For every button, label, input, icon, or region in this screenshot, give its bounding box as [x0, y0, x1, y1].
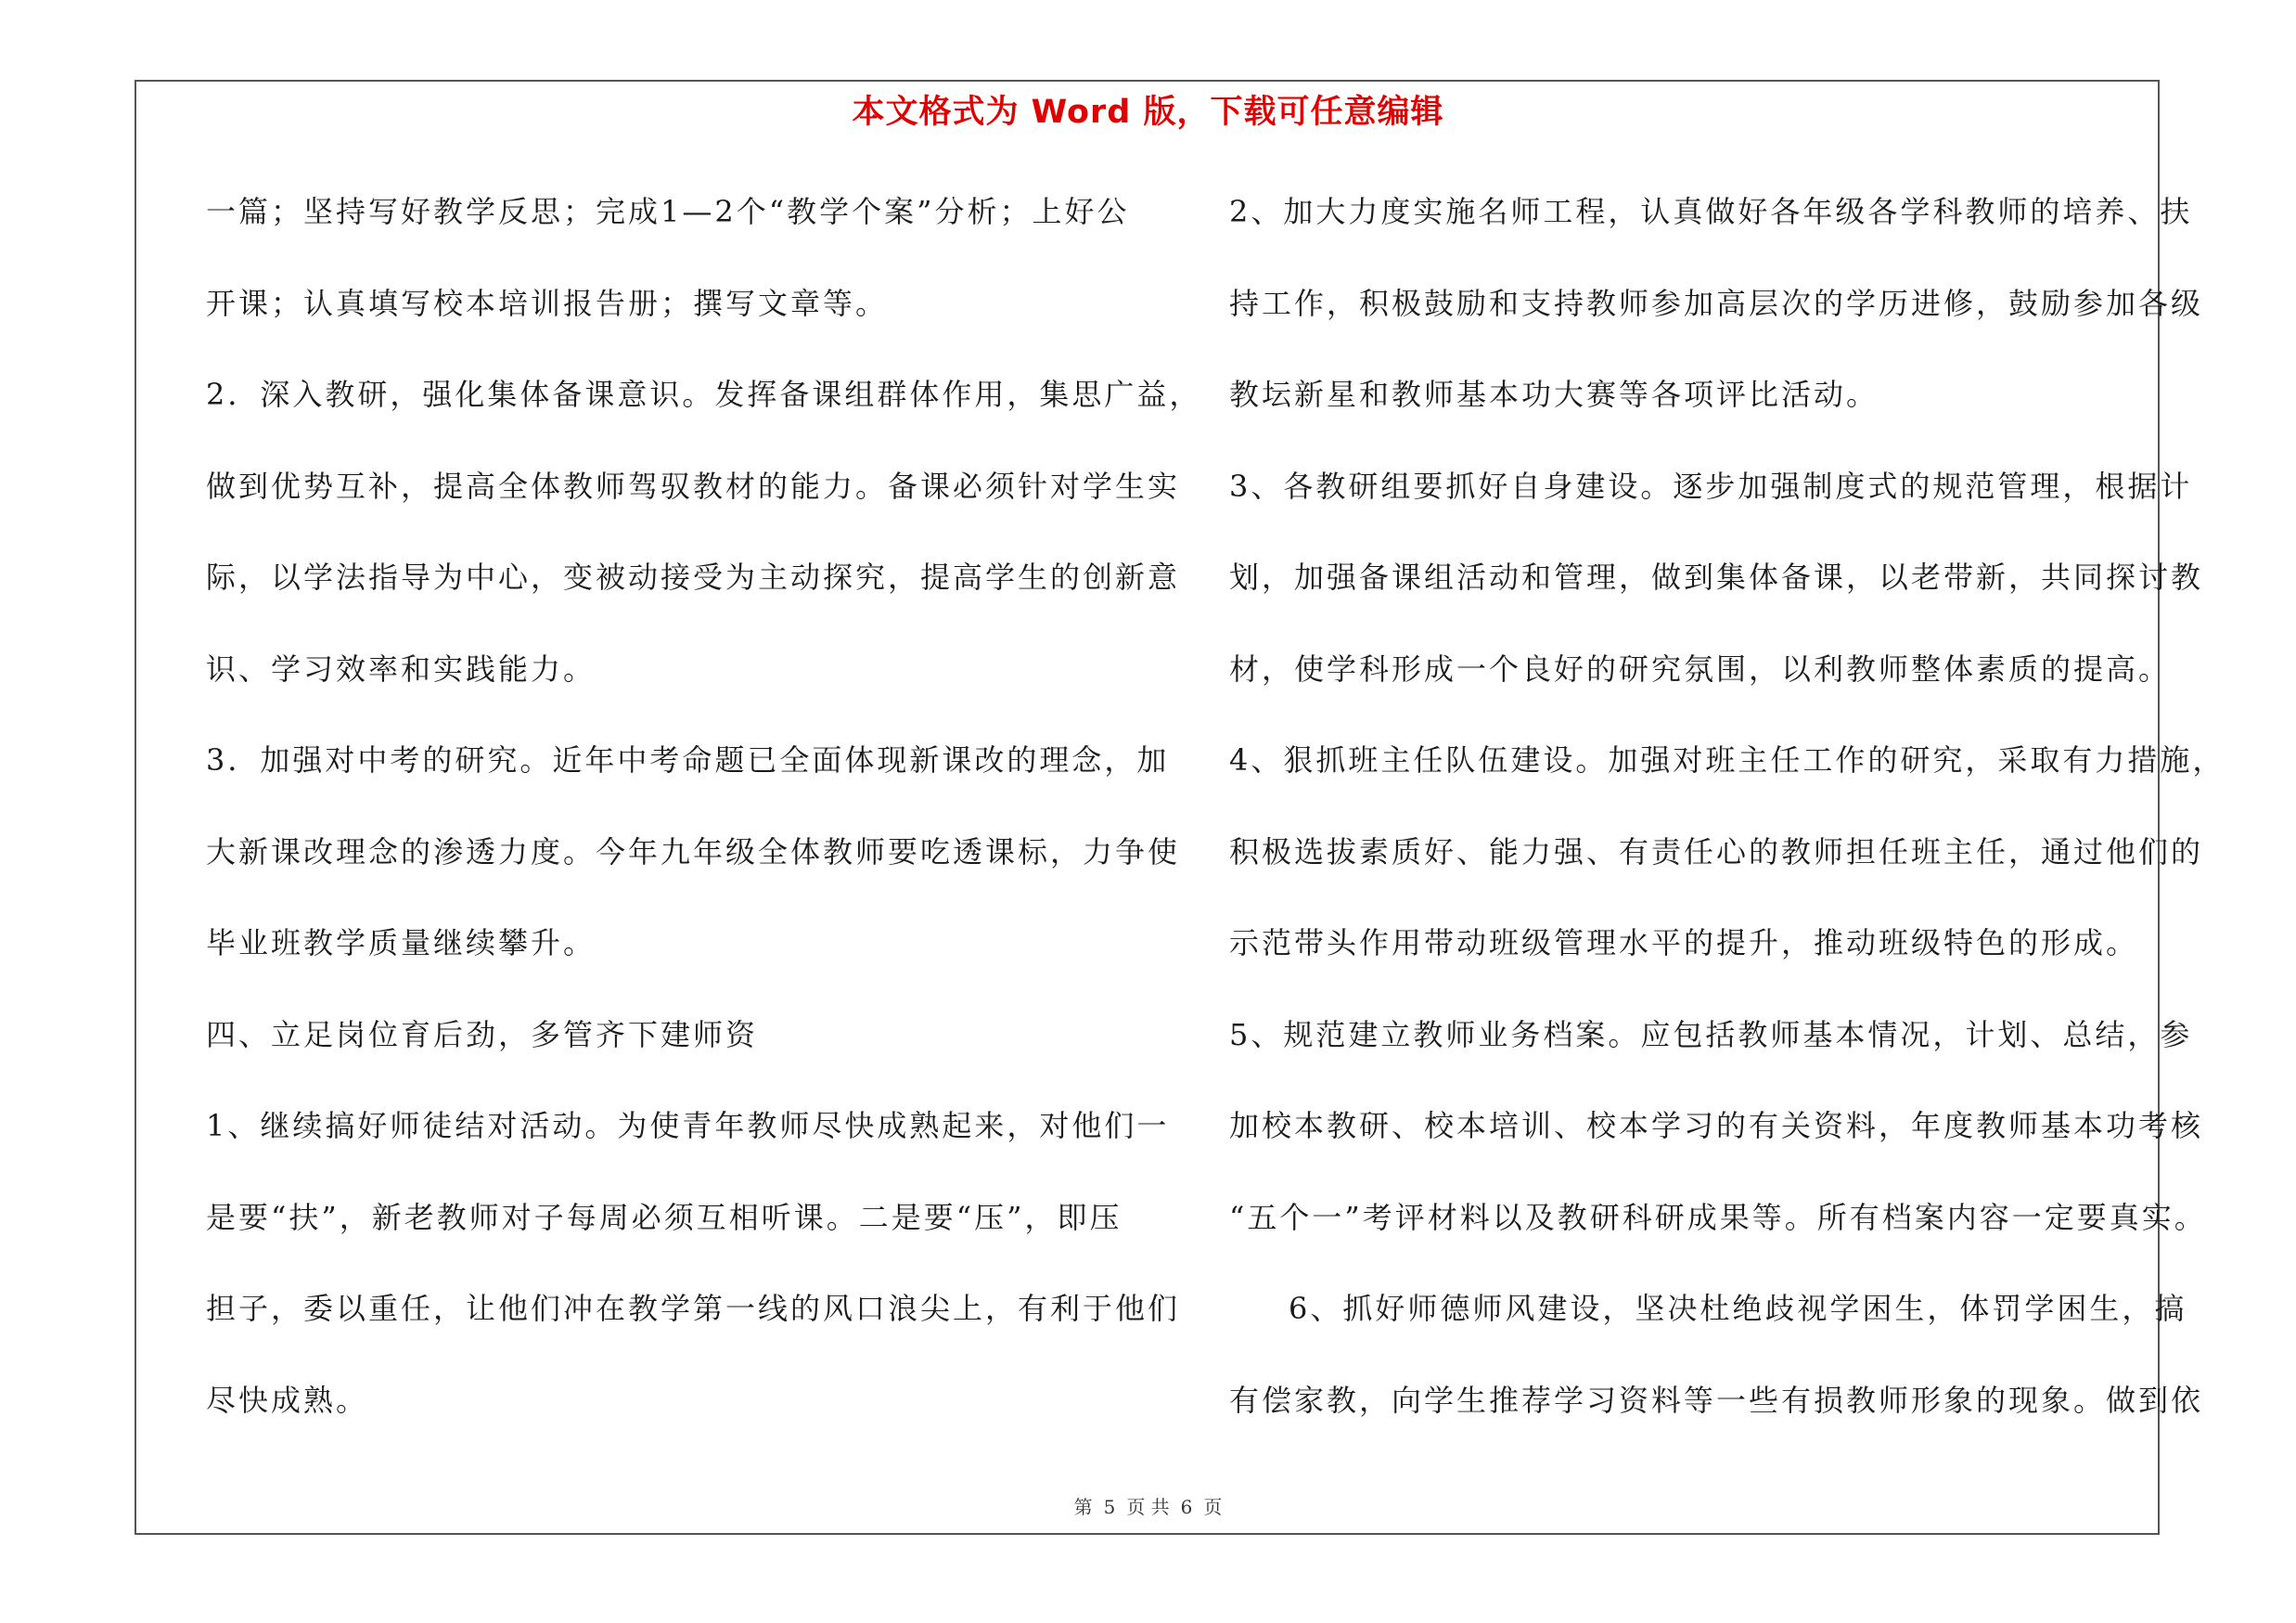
text-line: 加校本教研、校本培训、校本学习的有关资料，年度教师基本功考核 — [1229, 1108, 2204, 1143]
text-line: 示范带头作用带动班级管理水平的提升，推动班级特色的形成。 — [1229, 925, 2139, 960]
left-column — [206, 184, 1202, 1463]
text-line: 积极选拔素质好、能力强、有责任心的教师担任班主任，通过他们的 — [1229, 833, 2204, 869]
text-line: 6、抓好师德师风建设，坚决杜绝歧视学困生，体罚学困生，搞 — [1289, 1291, 2187, 1326]
format-banner: 本文格式为 Word 版，下载可任意编辑 — [852, 94, 1444, 131]
footer-page-number: 5 — [1103, 1496, 1116, 1518]
text-line: 担子，委以重任，让他们冲在教学第一线的风口浪尖上，有利于他们 — [206, 1291, 1181, 1326]
text-line: 持工作，积极鼓励和支持教师参加高层次的学历进修，鼓励参加各级 — [1229, 285, 2204, 321]
text-line: 教坛新星和教师基本功大赛等各项评比活动。 — [1229, 377, 1879, 412]
text-line: 1、继续搞好师徒结对活动。为使青年教师尽快成熟起来，对他们一 — [206, 1108, 1170, 1143]
text-line: 是要“扶”，新老教师对子每周必须互相听课。二是要“压”，即压 — [206, 1199, 1122, 1235]
text-line: 大新课改理念的渗透力度。今年九年级全体教师要吃透课标，力争使 — [206, 833, 1181, 869]
text-line: 划，加强备课组活动和管理，做到集体备课，以老带新，共同探讨教 — [1229, 560, 2204, 595]
footer-suffix: 页 — [1203, 1496, 1223, 1518]
text-line: 际，以学法指导为中心，变被动接受为主动探究，提高学生的创新意 — [206, 560, 1181, 595]
page-footer — [0, 1492, 2296, 1519]
text-line: 做到优势互补，提高全体教师驾驭教材的能力。备课必须针对学生实 — [206, 468, 1181, 504]
text-line: 5、规范建立教师业务档案。应包括教师基本情况，计划、总结，参 — [1229, 1016, 2193, 1052]
text-line: 材，使学科形成一个良好的研究氛围，以利教师整体素质的提高。 — [1229, 650, 2172, 687]
text-line: 有偿家教，向学生推荐学习资料等一些有损教师形象的现象。做到依 — [1229, 1382, 2204, 1418]
text-line: 3．加强对中考的研究。近年中考命题已全面体现新课改的理念，加 — [206, 742, 1170, 778]
right-column — [1229, 184, 2225, 1463]
text-line: 2．深入教研，强化集体备课意识。发挥备课组群体作用，集思广益， — [206, 377, 1202, 412]
text-line: 2、加大力度实施名师工程，认真做好各年级各学科教师的培养、扶 — [1229, 194, 2193, 229]
text-line: 一篇；坚持写好教学反思；完成1—2个“教学个案”分析；上好公 — [206, 194, 1130, 229]
text-line: 识、学习效率和实践能力。 — [206, 650, 596, 687]
section-heading: 四、立足岗位育后劲，多管齐下建师资 — [206, 1016, 759, 1052]
text-line: “五个一”考评材料以及教研科研成果等。所有档案内容一定要真实。 — [1229, 1199, 2207, 1235]
text-line: 3、各教研组要抓好自身建设。逐步加强制度式的规范管理，根据计 — [1229, 468, 2193, 504]
text-line: 4、狠抓班主任队伍建设。加强对班主任工作的研究，采取有力措施， — [1229, 742, 2225, 778]
text-line: 开课；认真填写校本培训报告册；撰写文章等。 — [206, 285, 889, 321]
footer-prefix: 第 — [1073, 1496, 1093, 1518]
text-line: 尽快成熟。 — [206, 1382, 369, 1418]
footer-middle: 页 共 — [1126, 1496, 1170, 1518]
footer-total-pages: 6 — [1180, 1496, 1193, 1518]
text-line: 毕业班教学质量继续攀升。 — [206, 925, 596, 960]
